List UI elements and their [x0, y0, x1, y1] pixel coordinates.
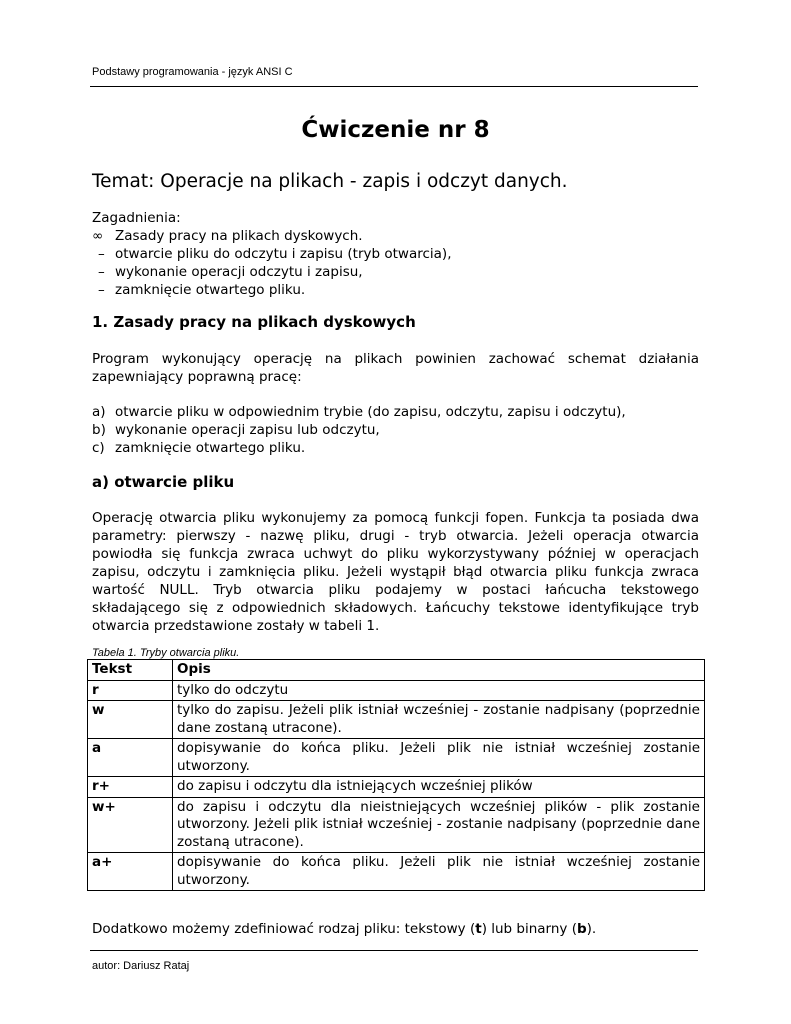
list-item [92, 403, 626, 421]
list-item-text: otwarcie pliku w odpowiednim trybie (do zapisu, odczytu, zapisu i odczytu), [115, 404, 626, 420]
list-item [92, 439, 626, 457]
table-row [88, 853, 705, 891]
header-divider [90, 86, 698, 87]
section-a-paragraph: Operację otwarcia pliku wykonujemy za pomocą funkcji fopen. Funkcja ta posiada dwa parametry: pierwszy - nazwę pliku, drugi - tryb otwarcia. Jeżeli operacja otwarcia powiodła się funkcja zwraca uchwyt do pliku wykorzystywany później w operacjach zapisu, odczytu i zamknięcia pliku. Jeżeli wystąpił błąd otwarcia pliku funkcja zwraca wartość NULL. Tryb otwarcia pliku podajemy w postaci łańcucha tekstowego składającego się z odpowiednich składowych. Łańcuchy tekstowe identyfikujące tryb otwarcia przedstawione zostały w tabeli 1. [92, 510, 699, 634]
mode-description-cell: dopisywanie do końca pliku. Jeżeli plik nie istniał wcześniej zostanie utworzony. [173, 739, 705, 777]
issues-sub-item [92, 245, 452, 263]
mode-description-cell: tylko do odczytu [173, 680, 705, 701]
text-mode-flag: t [475, 921, 482, 937]
list-marker: b) [92, 422, 106, 438]
list-item [92, 421, 626, 439]
mode-description-cell: tylko do zapisu. Jeżeli plik istniał wcześniej - zostanie nadpisany (poprzednie dane zostaną utracone). [173, 701, 705, 739]
page-title: Ćwiczenie nr 8 [301, 117, 490, 143]
footer-divider [90, 950, 698, 951]
issues-sub-item [92, 263, 452, 281]
issues-sub-item [92, 281, 452, 299]
table-row [88, 797, 705, 853]
dash-bullet-icon: – [98, 246, 105, 262]
issues-heading: Zagadnienia: [92, 210, 181, 226]
issues-section [92, 209, 452, 299]
issues-sub-item-text: otwarcie pliku do odczytu i zapisu (tryb otwarcia), [115, 246, 452, 262]
file-modes-table [87, 659, 705, 891]
list-item-text: zamknięcie otwartego pliku. [115, 440, 306, 456]
column-header-description: Opis [173, 660, 705, 681]
section-1-heading: 1. Zasady pracy na plikach dyskowych [92, 313, 416, 331]
list-item-text: wykonanie operacji zapisu lub odczytu, [115, 422, 380, 438]
table-row [88, 701, 705, 739]
closing-text-after: ). [586, 921, 597, 937]
list-marker: a) [92, 404, 106, 420]
dash-bullet-icon: – [98, 264, 105, 280]
issues-main-item [92, 227, 452, 245]
mode-code-cell: a [88, 739, 173, 777]
closing-text-middle: ) lub binarny ( [481, 921, 577, 937]
mode-code-cell: r [88, 680, 173, 701]
issues-main-item-text: Zasady pracy na plikach dyskowych. [115, 228, 363, 244]
list-marker: c) [92, 440, 105, 456]
steps-list [92, 403, 626, 457]
mode-code-cell: r+ [88, 777, 173, 798]
mode-description-cell: dopisywanie do końca pliku. Jeżeli plik nie istniał wcześniej zostanie utworzony. [173, 853, 705, 891]
mode-code-cell: w+ [88, 797, 173, 853]
column-header-text: Tekst [88, 660, 173, 681]
mode-description-cell: do zapisu i odczytu dla istniejących wcześniej plików [173, 777, 705, 798]
closing-paragraph [92, 920, 699, 938]
binary-mode-flag: b [576, 921, 587, 937]
table-row [88, 777, 705, 798]
closing-text-before: Dodatkowo możemy zdefiniować rodzaj pliku: tekstowy ( [92, 921, 476, 937]
mode-code-cell: w [88, 701, 173, 739]
page-footer: autor: Dariusz Rataj [92, 960, 190, 972]
section-1-paragraph: Program wykonujący operację na plikach powinien zachować schemat działania zapewniający poprawną pracę: [92, 351, 699, 385]
section-a-heading: a) otwarcie pliku [92, 473, 235, 491]
mode-description-cell: do zapisu i odczytu dla nieistniejących wcześniej plików - plik zostanie utworzony. Jeżeli plik istniał wcześniej - zostanie nadpisany (poprzednie dane zostaną utracone). [173, 797, 705, 853]
table-header-row [88, 660, 705, 681]
infinity-bullet-icon: ∞ [92, 228, 104, 244]
subject-heading: Temat: Operacje na plikach - zapis i odczyt danych. [92, 171, 568, 192]
table-caption: Tabela 1. Tryby otwarcia pliku. [92, 647, 240, 659]
table-row [88, 680, 705, 701]
mode-code-cell: a+ [88, 853, 173, 891]
table-row [88, 739, 705, 777]
issues-sub-item-text: zamknięcie otwartego pliku. [115, 282, 306, 298]
issues-sub-item-text: wykonanie operacji odczytu i zapisu, [115, 264, 363, 280]
dash-bullet-icon: – [98, 282, 105, 298]
page-header: Podstawy programowania - język ANSI C [92, 66, 293, 78]
